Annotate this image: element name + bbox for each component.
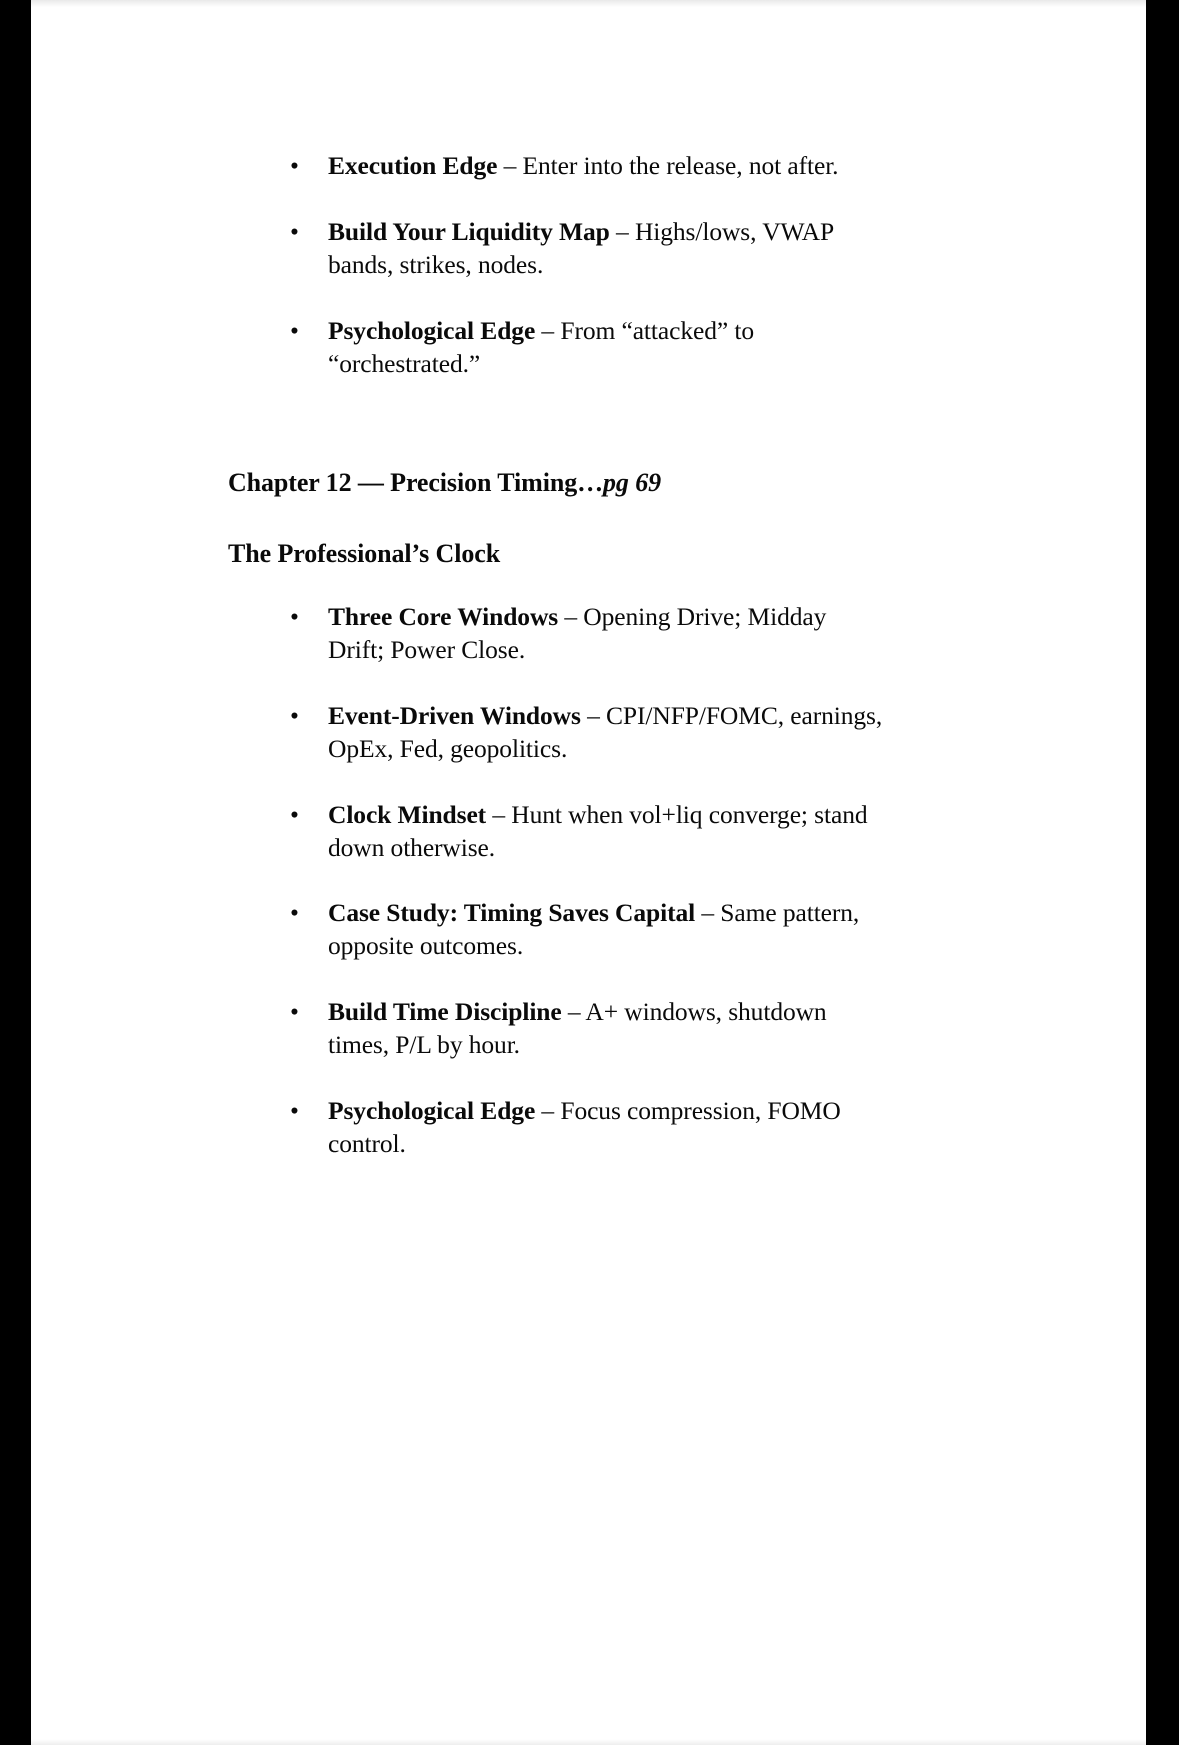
section-heading: The Professional’s Clock bbox=[228, 539, 501, 569]
page-bottom-edge-shading bbox=[31, 1739, 1146, 1745]
bullet-icon: • bbox=[290, 898, 299, 928]
bullet-icon: • bbox=[290, 997, 299, 1027]
list-item-term: Case Study: Timing Saves Capital bbox=[328, 898, 696, 928]
list-item-term: Event-Driven Windows bbox=[328, 700, 581, 730]
list-item-description: – Enter into the release, not after. bbox=[497, 151, 839, 180]
list-item bbox=[228, 1095, 888, 1161]
list-item-description: – Focus compression, FOMO control. bbox=[328, 1095, 841, 1158]
list-item-term: Build Time Discipline bbox=[328, 997, 562, 1027]
page-top-edge-shading bbox=[31, 0, 1146, 7]
spacer bbox=[228, 380, 888, 466]
list-item bbox=[228, 799, 888, 865]
bullet-list-bottom bbox=[228, 601, 888, 1161]
document-page bbox=[31, 0, 1146, 1745]
list-item bbox=[228, 315, 888, 381]
list-item-term: Three Core Windows bbox=[328, 602, 559, 632]
list-item-term: Psychological Edge bbox=[328, 1095, 536, 1125]
list-item-description: – Highs/lows, VWAP bands, strikes, nodes. bbox=[328, 216, 834, 279]
list-item-term: Psychological Edge bbox=[328, 315, 536, 345]
list-item bbox=[228, 996, 888, 1062]
chapter-heading bbox=[228, 466, 888, 500]
bullet-icon: • bbox=[290, 700, 299, 730]
bullet-icon: • bbox=[290, 315, 299, 345]
list-item-description: – Opening Drive; Midday Drift; Power Close. bbox=[328, 602, 827, 664]
bullet-icon: • bbox=[290, 216, 299, 246]
list-item bbox=[228, 601, 888, 667]
spacer bbox=[228, 500, 888, 537]
spacer bbox=[228, 571, 888, 601]
bullet-icon: • bbox=[290, 602, 299, 632]
bullet-list-top bbox=[228, 150, 888, 380]
bullet-icon: • bbox=[290, 799, 299, 829]
list-item bbox=[228, 216, 888, 282]
bullet-icon: • bbox=[290, 1095, 299, 1125]
list-item-description: – From “attacked” to “orchestrated.” bbox=[328, 315, 754, 378]
list-item-description: – Same pattern, opposite outcomes. bbox=[328, 898, 860, 961]
page-content bbox=[228, 150, 888, 1194]
list-item bbox=[228, 700, 888, 766]
list-item-description: – A+ windows, shutdown times, P/L by hour. bbox=[328, 997, 827, 1060]
bullet-icon: • bbox=[290, 151, 299, 180]
list-item-term: Clock Mindset bbox=[328, 799, 487, 829]
list-item-description: – Hunt when vol+liq converge; stand down otherwise. bbox=[328, 799, 868, 862]
list-item bbox=[228, 150, 888, 183]
list-item bbox=[228, 897, 888, 963]
chapter-page-reference: pg 69 bbox=[603, 468, 662, 498]
list-item-description: – CPI/NFP/FOMC, earnings, OpEx, Fed, geopolitics. bbox=[328, 700, 883, 763]
list-item-term: Build Your Liquidity Map bbox=[328, 216, 610, 246]
list-item-term: Execution Edge bbox=[328, 151, 498, 180]
chapter-title: Chapter 12 — Precision Timing… bbox=[228, 468, 603, 498]
